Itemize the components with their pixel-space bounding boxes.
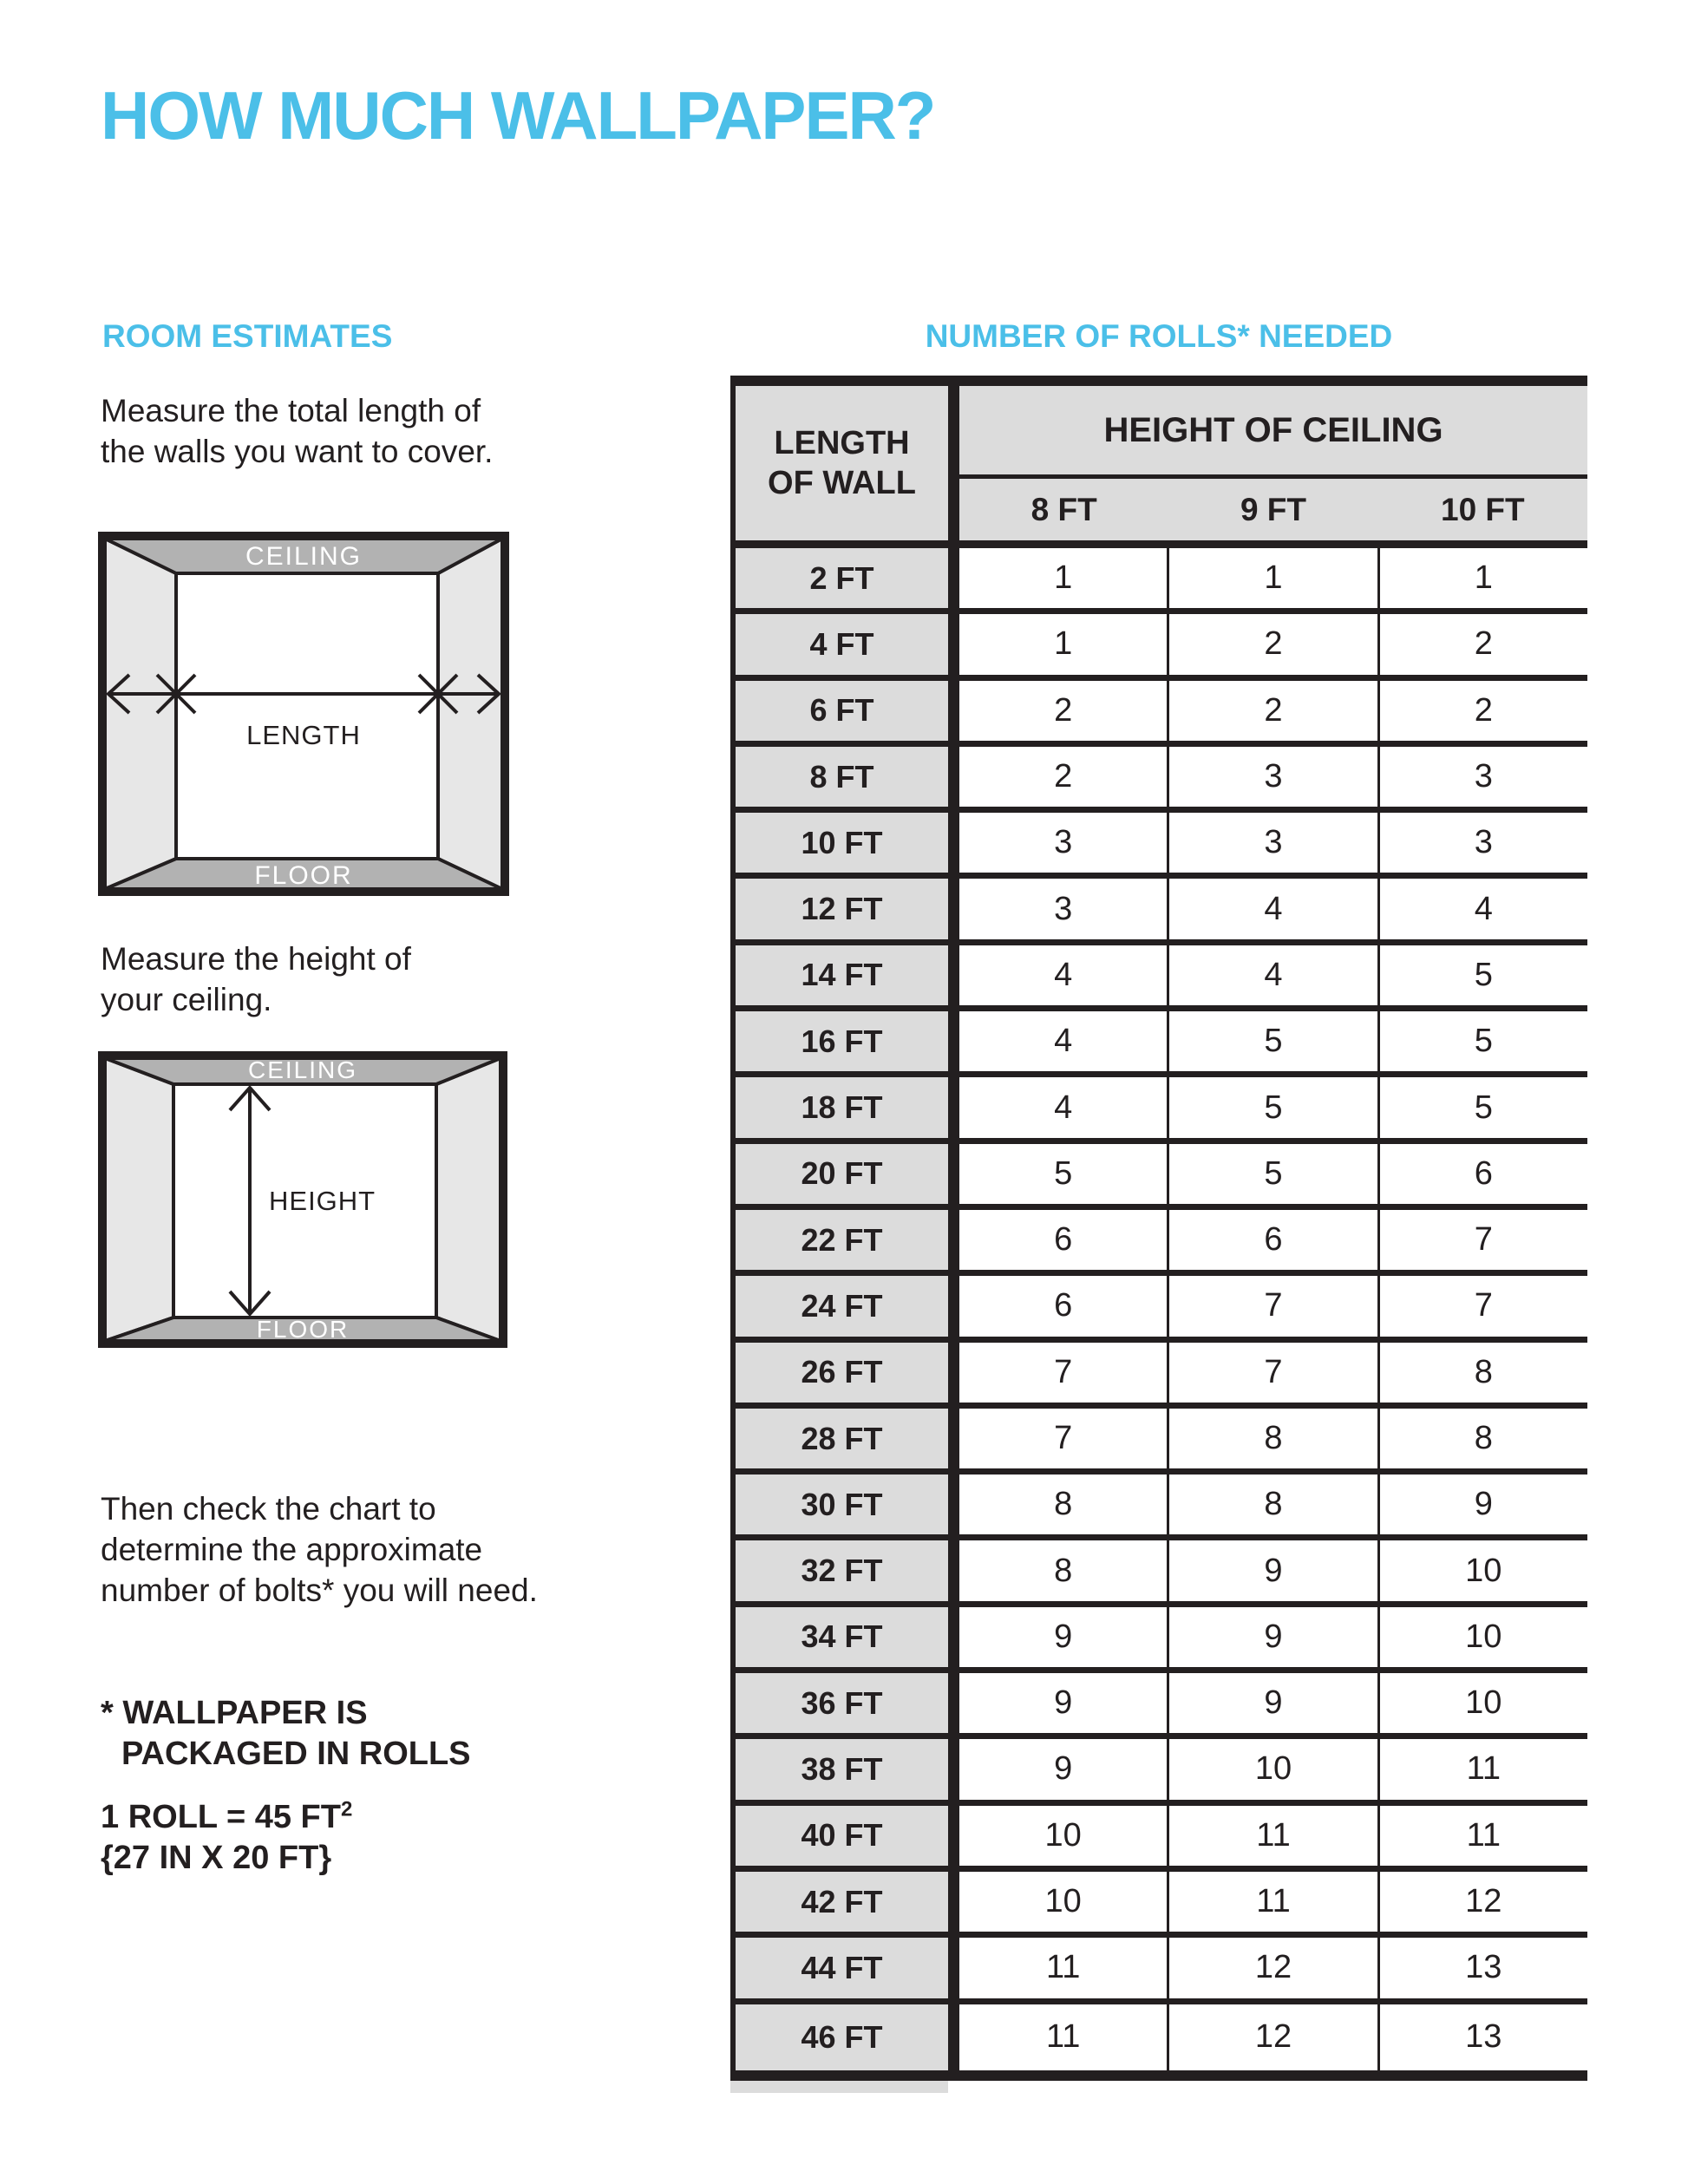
column-divider: [948, 1011, 959, 1071]
roll-size-info: [101, 1797, 352, 1879]
table-row: [730, 1409, 1587, 1475]
table-row: [730, 1011, 1587, 1077]
ceiling-label: CEILING: [245, 542, 363, 571]
measure-height-paragraph: [101, 938, 411, 1020]
row-value-8ft: 3: [1054, 824, 1073, 861]
row-value-9ft: 7: [1167, 1343, 1377, 1403]
row-value-9ft: 10: [1167, 1739, 1377, 1799]
rolls-needed-heading: NUMBER OF ROLLS* NEEDED: [925, 318, 1393, 354]
roll-area-text: 1 ROLL = 45 FT: [101, 1799, 341, 1835]
row-value-8ft: 6: [1054, 1287, 1073, 1324]
table-row: [730, 1210, 1587, 1276]
column-divider: [948, 1938, 959, 1998]
measure-length-paragraph: [101, 390, 493, 472]
row-label: 30 FT: [730, 1475, 948, 1534]
height-of-ceiling-label: HEIGHT OF CEILING: [1103, 410, 1443, 449]
row-value-10ft: 7: [1377, 1276, 1587, 1336]
table-row: [730, 1938, 1587, 2004]
row-value-9ft: 4: [1167, 879, 1377, 938]
column-divider: [948, 813, 959, 873]
column-divider: [948, 879, 959, 938]
row-value-9ft: 12: [1167, 1938, 1377, 1998]
column-divider: [948, 1607, 959, 1667]
table-row: [730, 747, 1587, 813]
row-value-9ft: 11: [1167, 1806, 1377, 1866]
column-divider: [948, 1872, 959, 1932]
row-value-9ft: 9: [1167, 1607, 1377, 1667]
table-row: [730, 1343, 1587, 1409]
row-value-10ft: 7: [1377, 1210, 1587, 1270]
row-value-8ft: 4: [1054, 1023, 1073, 1060]
table-row: [730, 548, 1587, 614]
row-value-10ft: 5: [1377, 1077, 1587, 1137]
header-line: OF WALL: [768, 465, 916, 501]
row-label: 36 FT: [730, 1673, 948, 1733]
row-label: 10 FT: [730, 813, 948, 873]
row-value-10ft: 10: [1377, 1540, 1587, 1600]
row-value-9ft: 2: [1167, 681, 1377, 741]
paragraph-line: Then check the chart to: [101, 1491, 436, 1527]
table-row: [730, 1806, 1587, 1872]
column-divider: [948, 1343, 959, 1403]
row-value-9ft: 5: [1167, 1077, 1377, 1137]
footnote-line: * WALLPAPER IS: [101, 1695, 368, 1731]
column-divider: [948, 1077, 959, 1137]
row-label: 32 FT: [730, 1540, 948, 1600]
column-divider: [948, 681, 959, 741]
row-value-8ft: 1: [1054, 559, 1073, 597]
row-value-8ft: 10: [1044, 1816, 1082, 1854]
ceiling-label: CEILING: [247, 1056, 358, 1083]
height-label: HEIGHT: [269, 1186, 376, 1216]
column-divider: [948, 548, 959, 608]
row-value-8ft: 3: [1054, 890, 1073, 927]
table-row: [730, 1144, 1587, 1210]
column-divider: [948, 614, 959, 674]
column-divider: [948, 1276, 959, 1336]
row-value-8ft: 2: [1054, 758, 1073, 795]
length-label: LENGTH: [246, 720, 361, 750]
column-divider: [948, 1673, 959, 1733]
table-row: [730, 1077, 1587, 1143]
roll-area-line: [101, 1797, 352, 1838]
floor-label: FLOOR: [256, 1316, 350, 1343]
row-value-9ft: 8: [1167, 1475, 1377, 1534]
row-value-8ft: 1: [1054, 625, 1073, 663]
row-value-9ft: 1: [1167, 548, 1377, 608]
row-value-9ft: 11: [1167, 1872, 1377, 1932]
row-label: 44 FT: [730, 1938, 948, 1998]
row-label: 14 FT: [730, 945, 948, 1005]
row-label: 34 FT: [730, 1607, 948, 1667]
row-label: 24 FT: [730, 1276, 948, 1336]
table-row: [730, 1673, 1587, 1739]
floor-label: FLOOR: [254, 861, 353, 890]
row-label: 38 FT: [730, 1739, 948, 1799]
table-top-border: [730, 376, 1587, 386]
column-divider: [948, 1739, 959, 1799]
column-divider: [948, 747, 959, 807]
row-value-10ft: 10: [1377, 1673, 1587, 1733]
row-value-10ft: 8: [1377, 1409, 1587, 1468]
row-label: 12 FT: [730, 879, 948, 938]
row-value-10ft: 2: [1377, 681, 1587, 741]
room-height-diagram: [98, 1051, 507, 1348]
row-value-8ft: 2: [1054, 691, 1073, 729]
column-divider: [948, 945, 959, 1005]
column-label-9ft: 9 FT: [1240, 491, 1307, 527]
row-value-10ft: 3: [1377, 747, 1587, 807]
room-estimates-heading: ROOM ESTIMATES: [102, 318, 393, 354]
ceiling-height-header: [959, 386, 1587, 540]
row-value-10ft: 13: [1377, 1938, 1587, 1998]
row-value-9ft: 5: [1167, 1011, 1377, 1071]
row-value-10ft: 12: [1377, 1872, 1587, 1932]
column-divider: [948, 2004, 959, 2070]
row-label: 20 FT: [730, 1144, 948, 1204]
row-value-10ft: 5: [1377, 945, 1587, 1005]
row-value-8ft: 9: [1054, 1750, 1073, 1788]
paragraph-line: number of bolts* you will need.: [101, 1573, 538, 1608]
row-value-8ft: 7: [1054, 1353, 1073, 1390]
paragraph-line: Measure the total length of: [101, 393, 481, 428]
left-wall: [105, 539, 176, 889]
wallpaper-rolls-footnote: [101, 1693, 471, 1775]
row-value-9ft: 7: [1167, 1276, 1377, 1336]
row-value-9ft: 4: [1167, 945, 1377, 1005]
length-of-wall-header: [730, 386, 948, 540]
column-divider: [948, 1409, 959, 1468]
row-value-10ft: 10: [1377, 1607, 1587, 1667]
paragraph-line: your ceiling.: [101, 982, 272, 1017]
table-row: [730, 1540, 1587, 1606]
row-label: 42 FT: [730, 1872, 948, 1932]
row-value-9ft: 12: [1167, 2004, 1377, 2070]
row-value-9ft: 9: [1167, 1540, 1377, 1600]
table-row: [730, 1607, 1587, 1673]
table-row: [730, 2004, 1587, 2070]
row-value-10ft: 11: [1377, 1739, 1587, 1799]
roll-dimensions-line: {27 IN X 20 FT}: [101, 1840, 332, 1876]
table-header: [730, 386, 1587, 540]
column-divider: [948, 1806, 959, 1866]
row-label: 40 FT: [730, 1806, 948, 1866]
header-bottom-border: [730, 540, 1587, 548]
left-wall: [105, 1058, 173, 1341]
column-divider: [948, 1144, 959, 1204]
row-value-8ft: 10: [1044, 1883, 1082, 1920]
paragraph-line: the walls you want to cover.: [101, 434, 494, 469]
row-value-10ft: 2: [1377, 614, 1587, 674]
row-value-8ft: 6: [1054, 1221, 1073, 1259]
row-value-10ft: 13: [1377, 2004, 1587, 2070]
row-label: 18 FT: [730, 1077, 948, 1137]
table-row: [730, 1276, 1587, 1342]
column-label-8ft: 8 FT: [1030, 491, 1097, 527]
check-chart-paragraph: [101, 1488, 538, 1611]
row-value-9ft: 2: [1167, 614, 1377, 674]
back-wall: [176, 573, 438, 859]
row-label: 22 FT: [730, 1210, 948, 1270]
row-value-10ft: 5: [1377, 1011, 1587, 1071]
row-value-10ft: 3: [1377, 813, 1587, 873]
column-divider: [948, 1475, 959, 1534]
row-value-10ft: 4: [1377, 879, 1587, 938]
row-value-10ft: 11: [1377, 1806, 1587, 1866]
row-value-8ft: 7: [1054, 1420, 1073, 1456]
table-row: [730, 681, 1587, 747]
squared-superscript: 2: [340, 1797, 353, 1821]
row-label: 6 FT: [730, 681, 948, 741]
header-line: LENGTH: [774, 425, 910, 461]
table-row: [730, 1475, 1587, 1540]
row-label: 28 FT: [730, 1409, 948, 1468]
row-label: 8 FT: [730, 747, 948, 807]
table-rows: [730, 548, 1587, 2070]
right-wall: [438, 539, 502, 889]
row-value-8ft: 11: [1045, 1949, 1081, 1986]
row-value-8ft: 9: [1054, 1684, 1073, 1722]
row-value-9ft: 9: [1167, 1673, 1377, 1733]
row-value-9ft: 3: [1167, 813, 1377, 873]
column-divider: [948, 386, 959, 540]
row-value-9ft: 3: [1167, 747, 1377, 807]
row-value-8ft: 5: [1054, 1154, 1073, 1192]
table-row: [730, 813, 1587, 879]
row-value-10ft: 6: [1377, 1144, 1587, 1204]
table-row: [730, 1739, 1587, 1805]
table-row: [730, 879, 1587, 945]
row-value-9ft: 6: [1167, 1210, 1377, 1270]
row-value-10ft: 8: [1377, 1343, 1587, 1403]
row-value-8ft: 4: [1054, 956, 1073, 993]
row-value-9ft: 8: [1167, 1409, 1377, 1468]
right-wall: [436, 1058, 501, 1341]
row-value-8ft: 9: [1054, 1618, 1073, 1655]
column-divider: [948, 1540, 959, 1600]
table-row: [730, 1872, 1587, 1938]
row-value-8ft: 11: [1045, 2018, 1081, 2056]
row-label: 26 FT: [730, 1343, 948, 1403]
paragraph-line: Measure the height of: [101, 941, 411, 977]
row-label: 16 FT: [730, 1011, 948, 1071]
row-value-10ft: 1: [1377, 548, 1587, 608]
room-length-diagram: [98, 532, 509, 896]
footnote-line: PACKAGED IN ROLLS: [121, 1736, 471, 1772]
table-row: [730, 945, 1587, 1011]
row-value-8ft: 8: [1054, 1552, 1073, 1589]
column-label-10ft: 10 FT: [1441, 491, 1525, 527]
row-value-10ft: 9: [1377, 1475, 1587, 1534]
page-title: HOW MUCH WALLPAPER?: [101, 77, 935, 154]
row-value-9ft: 5: [1167, 1144, 1377, 1204]
row-value-8ft: 4: [1054, 1089, 1073, 1126]
row-label: 46 FT: [730, 2004, 948, 2070]
table-row: [730, 614, 1587, 680]
row-label: 4 FT: [730, 614, 948, 674]
label-column-stub: [730, 2081, 948, 2093]
row-label: 2 FT: [730, 548, 948, 608]
row-value-8ft: 8: [1054, 1486, 1073, 1523]
table-bottom-border: [730, 2070, 1587, 2081]
paragraph-line: determine the approximate: [101, 1532, 483, 1567]
rolls-table: [730, 376, 1587, 2093]
column-labels: [959, 479, 1587, 540]
column-divider: [948, 1210, 959, 1270]
